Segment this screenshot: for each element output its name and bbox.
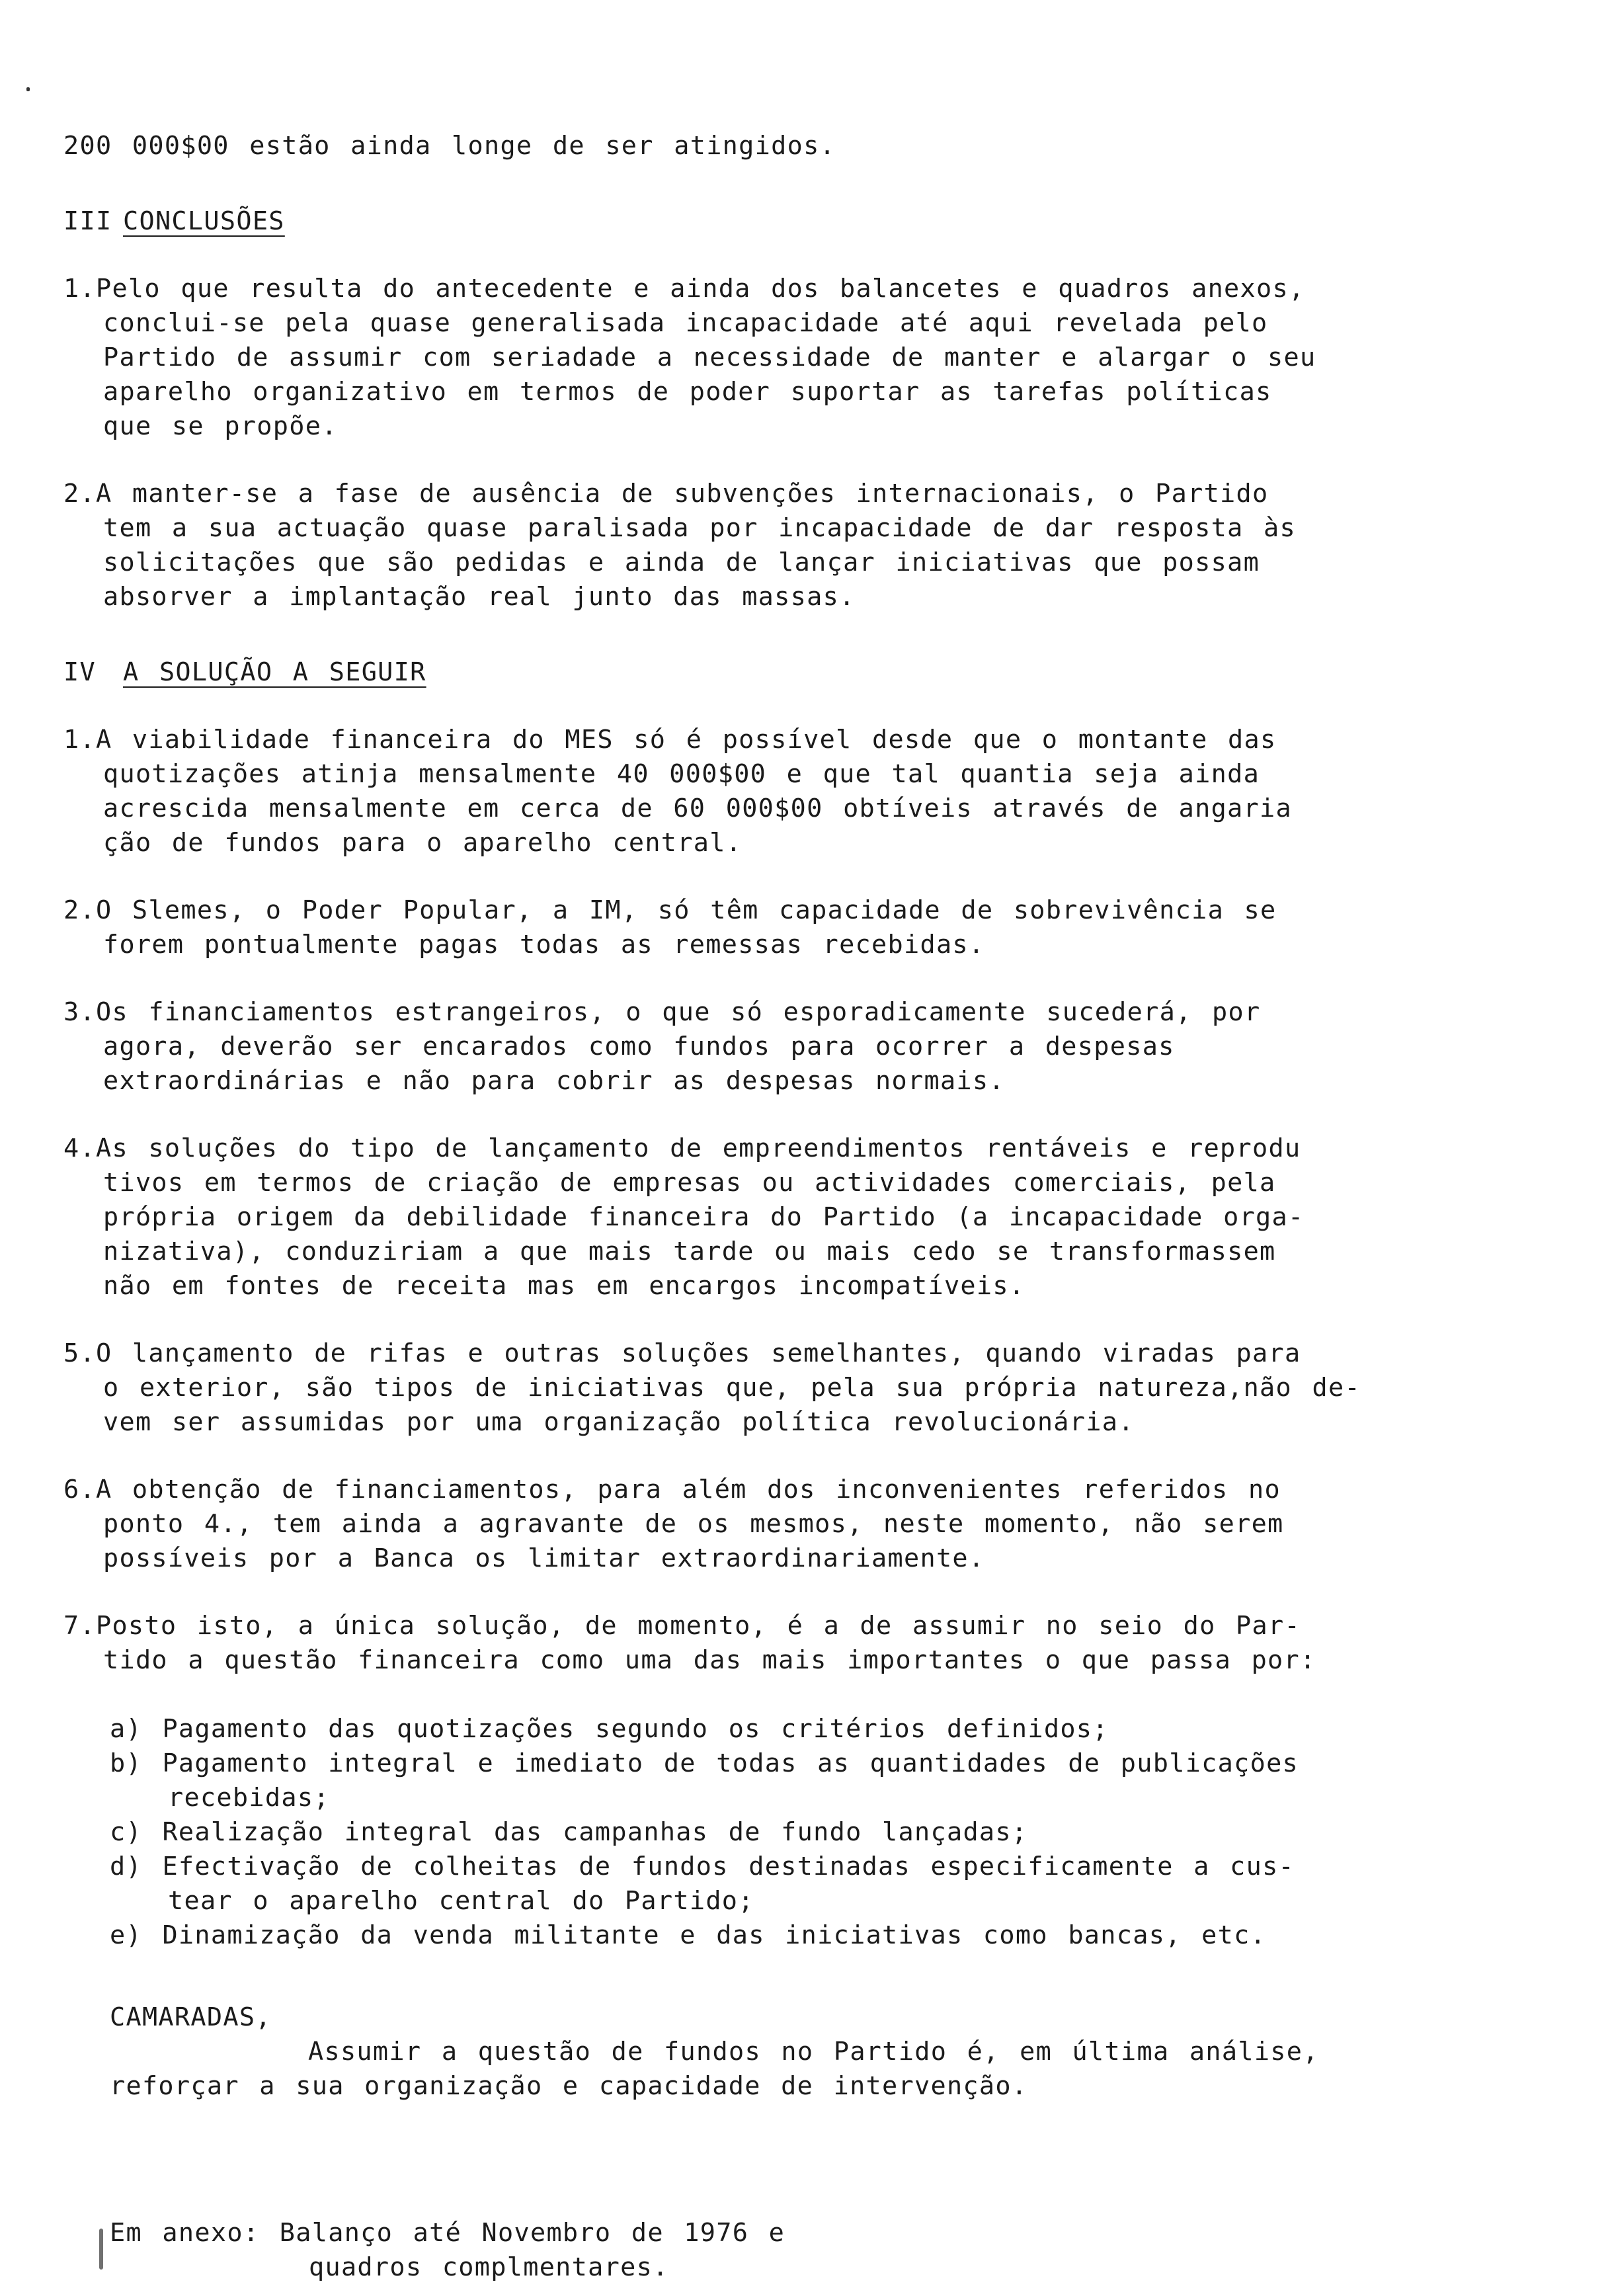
item-line: aparelho organizativo em termos de poder suportar as tarefas políticas xyxy=(103,377,1272,407)
section-number: IV xyxy=(63,657,96,687)
annex-note xyxy=(63,2216,1538,2285)
sub-item-line: tear o aparelho central do Partido; xyxy=(168,1886,754,1916)
item-line: Os financiamentos estrangeiros, o que só esporadicamente sucederá, por xyxy=(95,997,1261,1027)
sub-list-item xyxy=(110,1918,1538,1953)
sub-list-item xyxy=(110,1712,1538,1746)
list-item xyxy=(63,893,1538,962)
item-line: solicitações que são pedidas e ainda de lançar iniciativas que possam xyxy=(103,548,1260,577)
item-number: 2. xyxy=(63,895,96,925)
sub-list-item xyxy=(110,1746,1538,1815)
closing-line: reforçar a sua organização e capacidade de intervenção. xyxy=(110,2071,1028,2101)
list-item xyxy=(63,1131,1538,1303)
sub-item-line: Realização integral das campanhas de fundo lançadas; xyxy=(162,1817,1028,1847)
item-line: o exterior, são tipos de iniciativas que, pela sua própria natureza,não de- xyxy=(103,1373,1361,1403)
item-line: As soluções do tipo de lançamento de empreendimentos rentáveis e reprodu xyxy=(95,1133,1301,1163)
item-line: ponto 4., tem ainda a agravante de os mesmos, neste momento, não serem xyxy=(103,1509,1284,1539)
list-item xyxy=(63,1336,1538,1440)
section-heading-conclusoes xyxy=(63,204,1538,239)
sub-list xyxy=(63,1712,1538,1953)
item-line: vem ser assumidas por uma organização política revolucionária. xyxy=(103,1407,1135,1437)
list-item xyxy=(63,995,1538,1098)
item-line: forem pontualmente pagas todas as remessas recebidas. xyxy=(103,930,985,960)
sub-item-letter: c) xyxy=(110,1817,142,1847)
section-number: III xyxy=(63,206,112,236)
item-line: tem a sua actuação quase paralisada por incapacidade de dar resposta às xyxy=(103,513,1297,543)
annex-line: Em anexo: Balanço até Novembro de 1976 e xyxy=(110,2218,785,2248)
sub-item-line: Pagamento integral e imediato de todas as quantidades de publicações xyxy=(162,1748,1299,1778)
item-number: 7. xyxy=(63,1611,96,1641)
item-line: não em fontes de receita mas em encargos incompatíveis. xyxy=(103,1271,1025,1301)
item-line: ção de fundos para o aparelho central. xyxy=(103,828,743,858)
item-line: tivos em termos de criação de empresas ou actividades comerciais, pela xyxy=(103,1168,1276,1198)
list-item xyxy=(63,1609,1538,1678)
item-line: agora, deverão ser encarados como fundos para ocorrer a despesas xyxy=(103,1032,1175,1061)
sub-list-item xyxy=(110,1815,1538,1850)
item-line: extraordinárias e não para cobrir as despesas normais. xyxy=(103,1066,1005,1096)
scan-mark xyxy=(99,2229,103,2270)
item-number: 3. xyxy=(63,997,96,1027)
item-line: O lançamento de rifas e outras soluções semelhantes, quando viradas para xyxy=(95,1338,1301,1368)
item-line: Pelo que resulta do antecedente e ainda dos balancetes e quadros anexos, xyxy=(95,274,1305,304)
scan-speck xyxy=(26,87,30,91)
sub-item-letter: a) xyxy=(110,1714,142,1744)
item-number: 4. xyxy=(63,1133,96,1163)
sub-item-letter: d) xyxy=(110,1852,142,1881)
section-title: A SOLUÇÃO A SEGUIR xyxy=(123,657,426,687)
item-number: 1. xyxy=(63,725,96,755)
sub-list-item xyxy=(110,1850,1538,1918)
item-line: própria origem da debilidade financeira do Partido (a incapacidade orga- xyxy=(103,1202,1305,1232)
item-line: acrescida mensalmente em cerca de 60 000$00 obtíveis através de angaria xyxy=(103,794,1293,823)
section-title: CONCLUSÕES xyxy=(123,206,285,236)
item-number: 2. xyxy=(63,479,96,509)
item-number: 6. xyxy=(63,1475,96,1504)
item-line: que se propõe. xyxy=(103,411,338,441)
sub-item-letter: b) xyxy=(110,1748,142,1778)
item-line: possíveis por a Banca os limitar extraordinariamente. xyxy=(103,1543,985,1573)
list-item xyxy=(63,272,1538,444)
item-line: A manter-se a fase de ausência de subvenções internacionais, o Partido xyxy=(95,479,1269,509)
list-item xyxy=(63,1473,1538,1576)
item-line: conclui-se pela quase generalisada incapacidade até aqui revelada pelo xyxy=(103,308,1268,338)
closing-line: Assumir a questão de fundos no Partido é, em última análise, xyxy=(308,2037,1319,2067)
item-line: A viabilidade financeira do MES só é possível desde que o montante das xyxy=(95,725,1277,755)
item-line: A obtenção de financiamentos, para além dos inconvenientes referidos no xyxy=(95,1475,1281,1504)
item-number: 1. xyxy=(63,274,96,304)
item-line: absorver a implantação real junto das massas. xyxy=(103,582,856,612)
item-line: tido a questão financeira como uma das mais importantes o que passa por: xyxy=(103,1645,1316,1675)
sub-item-letter: e) xyxy=(110,1920,142,1950)
sub-item-line: Efectivação de colheitas de fundos destinadas especificamente a cus- xyxy=(162,1852,1295,1881)
item-line: Posto isto, a única solução, de momento, é a de assumir no seio do Par- xyxy=(95,1611,1301,1641)
document-body xyxy=(63,129,1538,2285)
item-line: quotizações atinja mensalmente 40 000$00 e que tal quantia seja ainda xyxy=(103,759,1260,789)
intro-line: 200 000$00 estão ainda longe de ser atingidos. xyxy=(63,131,836,161)
annex-line: quadros complmentares. xyxy=(309,2252,669,2282)
sub-item-line: Dinamização da venda militante e das iniciativas como bancas, etc. xyxy=(162,1920,1267,1950)
salutation: CAMARADAS, xyxy=(110,2002,272,2032)
section-heading-solucao xyxy=(63,655,1538,690)
item-line: nizativa), conduziriam a que mais tarde ou mais cedo se transformassem xyxy=(103,1237,1276,1266)
list-item xyxy=(63,477,1538,614)
item-number: 5. xyxy=(63,1338,96,1368)
sub-item-line: recebidas; xyxy=(168,1783,330,1813)
closing-paragraph xyxy=(63,2000,1538,2104)
sub-item-line: Pagamento das quotizações segundo os critérios definidos; xyxy=(162,1714,1109,1744)
item-line: Partido de assumir com seriadade a necessidade de manter e alargar o seu xyxy=(103,343,1316,372)
list-item xyxy=(63,723,1538,860)
item-line: O Slemes, o Poder Popular, a IM, só têm capacidade de sobrevivência se xyxy=(95,895,1277,925)
